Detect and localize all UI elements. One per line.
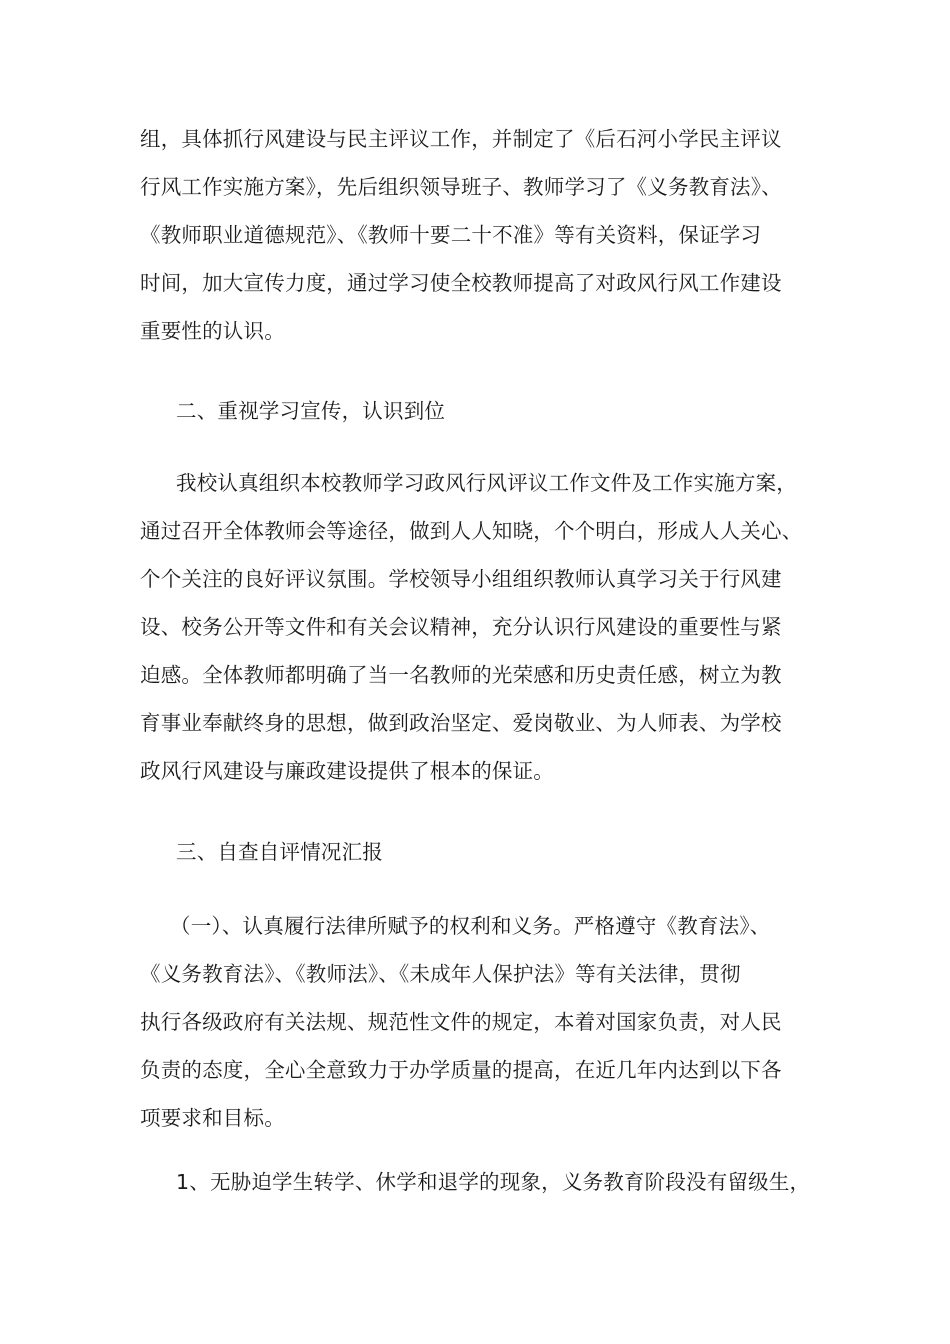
text-line: 迫感。全体教师都明确了当一名教师的光荣感和历史责任感，树立为教	[140, 663, 782, 687]
text-line: 设、校务公开等文件和有关会议精神，充分认识行风建设的重要性与紧	[140, 615, 782, 639]
text-line: 政风行风建设与廉政建设提供了根本的保证。	[140, 759, 554, 783]
text-line: 执行各级政府有关法规、规范性文件的规定，本着对国家负责，对人民	[140, 1010, 782, 1034]
text-line: 我校认真组织本校教师学习政风行风评议工作文件及工作实施方案，	[176, 471, 797, 495]
text-line: 组，具体抓行风建设与民主评议工作，并制定了《后石河小学民主评议	[140, 127, 782, 151]
paragraph-4	[140, 1158, 812, 1206]
text-line: 育事业奉献终身的思想，做到政治坚定、爱岗敬业、为人师表、为学校	[140, 711, 782, 735]
heading-text: 二、重视学习宣传，认识到位	[176, 399, 446, 423]
text-line: 负责的态度，全心全意致力于办学质量的提高，在近几年内达到以下各	[140, 1058, 782, 1082]
paragraph-1	[140, 115, 812, 355]
text-line: 《教师职业道德规范》、《教师十要二十不准》等有关资料，保证学习	[140, 223, 762, 247]
text-line: 《义务教育法》、《教师法》、《未成年人保护法》等有关法律，贯彻	[140, 962, 741, 986]
section-heading-3	[140, 828, 812, 876]
heading-text: 三、自查自评情况汇报	[176, 840, 383, 864]
text-line: 通过召开全体教师会等途径，做到人人知晓，个个明白，形成人人关心、	[140, 519, 803, 543]
text-line: （一）、认真履行法律所赋予的权利和义务。严格遵守《教育法》、	[170, 914, 771, 938]
text-line: 个个关注的良好评议氛围。学校领导小组组织教师认真学习关于行风建	[140, 567, 782, 591]
paragraph-3	[140, 902, 812, 1142]
paragraph-2	[140, 459, 812, 795]
text-line: 时间，加大宣传力度，通过学习使全校教师提高了对政风行风工作建设	[140, 271, 782, 295]
text-line: 重要性的认识。	[140, 319, 285, 343]
text-line: 1、无胁迫学生转学、休学和退学的现象，义务教育阶段没有留级生，	[176, 1170, 811, 1194]
text-line: 项要求和目标。	[140, 1106, 285, 1130]
text-line: 行风工作实施方案》，先后组织领导班子、教师学习了《义务教育法》、	[140, 175, 782, 199]
section-heading-2	[140, 387, 812, 435]
